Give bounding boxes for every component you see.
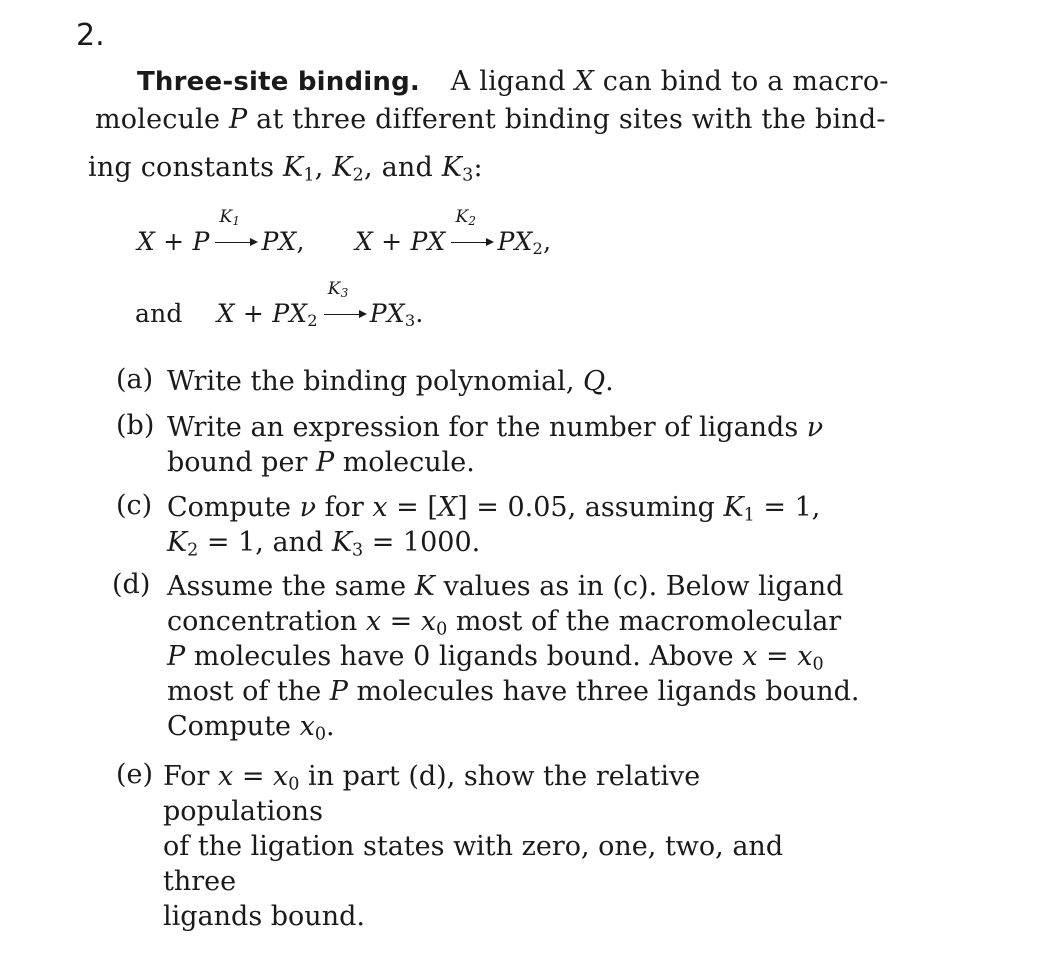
part-e-text: For $x = x_0$ in part (d), show the relative populations of the ligation states with zero, one, two, and three ligands bound. bbox=[163, 761, 784, 932]
part-e-label: (e) bbox=[116, 759, 154, 790]
reaction-3: and $X + PX_2$ $K_3$ $PX_3$. bbox=[135, 279, 424, 331]
part-c-text: Compute ν for x = [X] = 0.05, assuming $K_1 = 1$, $K_2 = 1$, and $K_3 = 1000$. bbox=[167, 492, 821, 561]
intro-line-2: molecule P at three different binding sites with the bind- bbox=[95, 104, 886, 135]
reaction-1: X + P $K_1$ PX, bbox=[137, 207, 305, 256]
reaction-3-prefix: and bbox=[135, 299, 183, 328]
part-d-text: Assume the same K values as in (c). Below ligand concentration $x = x_0$ most of the macromolecular P molecules have 0 ligands bound. Above $x = x_0$ most of the P molecules have three ligands bound. Compute $x_0$. bbox=[167, 571, 860, 745]
reaction-arrow-3: $K_3$ bbox=[324, 297, 364, 322]
part-b-label: (b) bbox=[116, 410, 155, 441]
reaction-arrow-1: $K_1$ bbox=[215, 225, 255, 250]
part-a-text: Write the binding polynomial, Q. bbox=[167, 366, 614, 397]
part-c-label: (c) bbox=[116, 490, 153, 521]
part-a-label: (a) bbox=[116, 364, 154, 395]
problem-number: 2. bbox=[76, 18, 105, 53]
part-b-text: Write an expression for the number of ligands ν bound per P molecule. bbox=[167, 412, 824, 478]
intro-line-3: ing constants $K_1$, $K_2$, and $K_3$: bbox=[88, 152, 483, 186]
problem-title: Three-site binding. bbox=[137, 67, 420, 97]
part-d-label: (d) bbox=[112, 569, 151, 600]
intro-line-1-text: A ligand X can bind to a macro- bbox=[450, 66, 889, 97]
intro-line-1 bbox=[137, 66, 889, 97]
reaction-2: X + PX $K_2$ $PX_2$, bbox=[355, 207, 552, 259]
reaction-arrow-2: $K_2$ bbox=[451, 225, 491, 250]
